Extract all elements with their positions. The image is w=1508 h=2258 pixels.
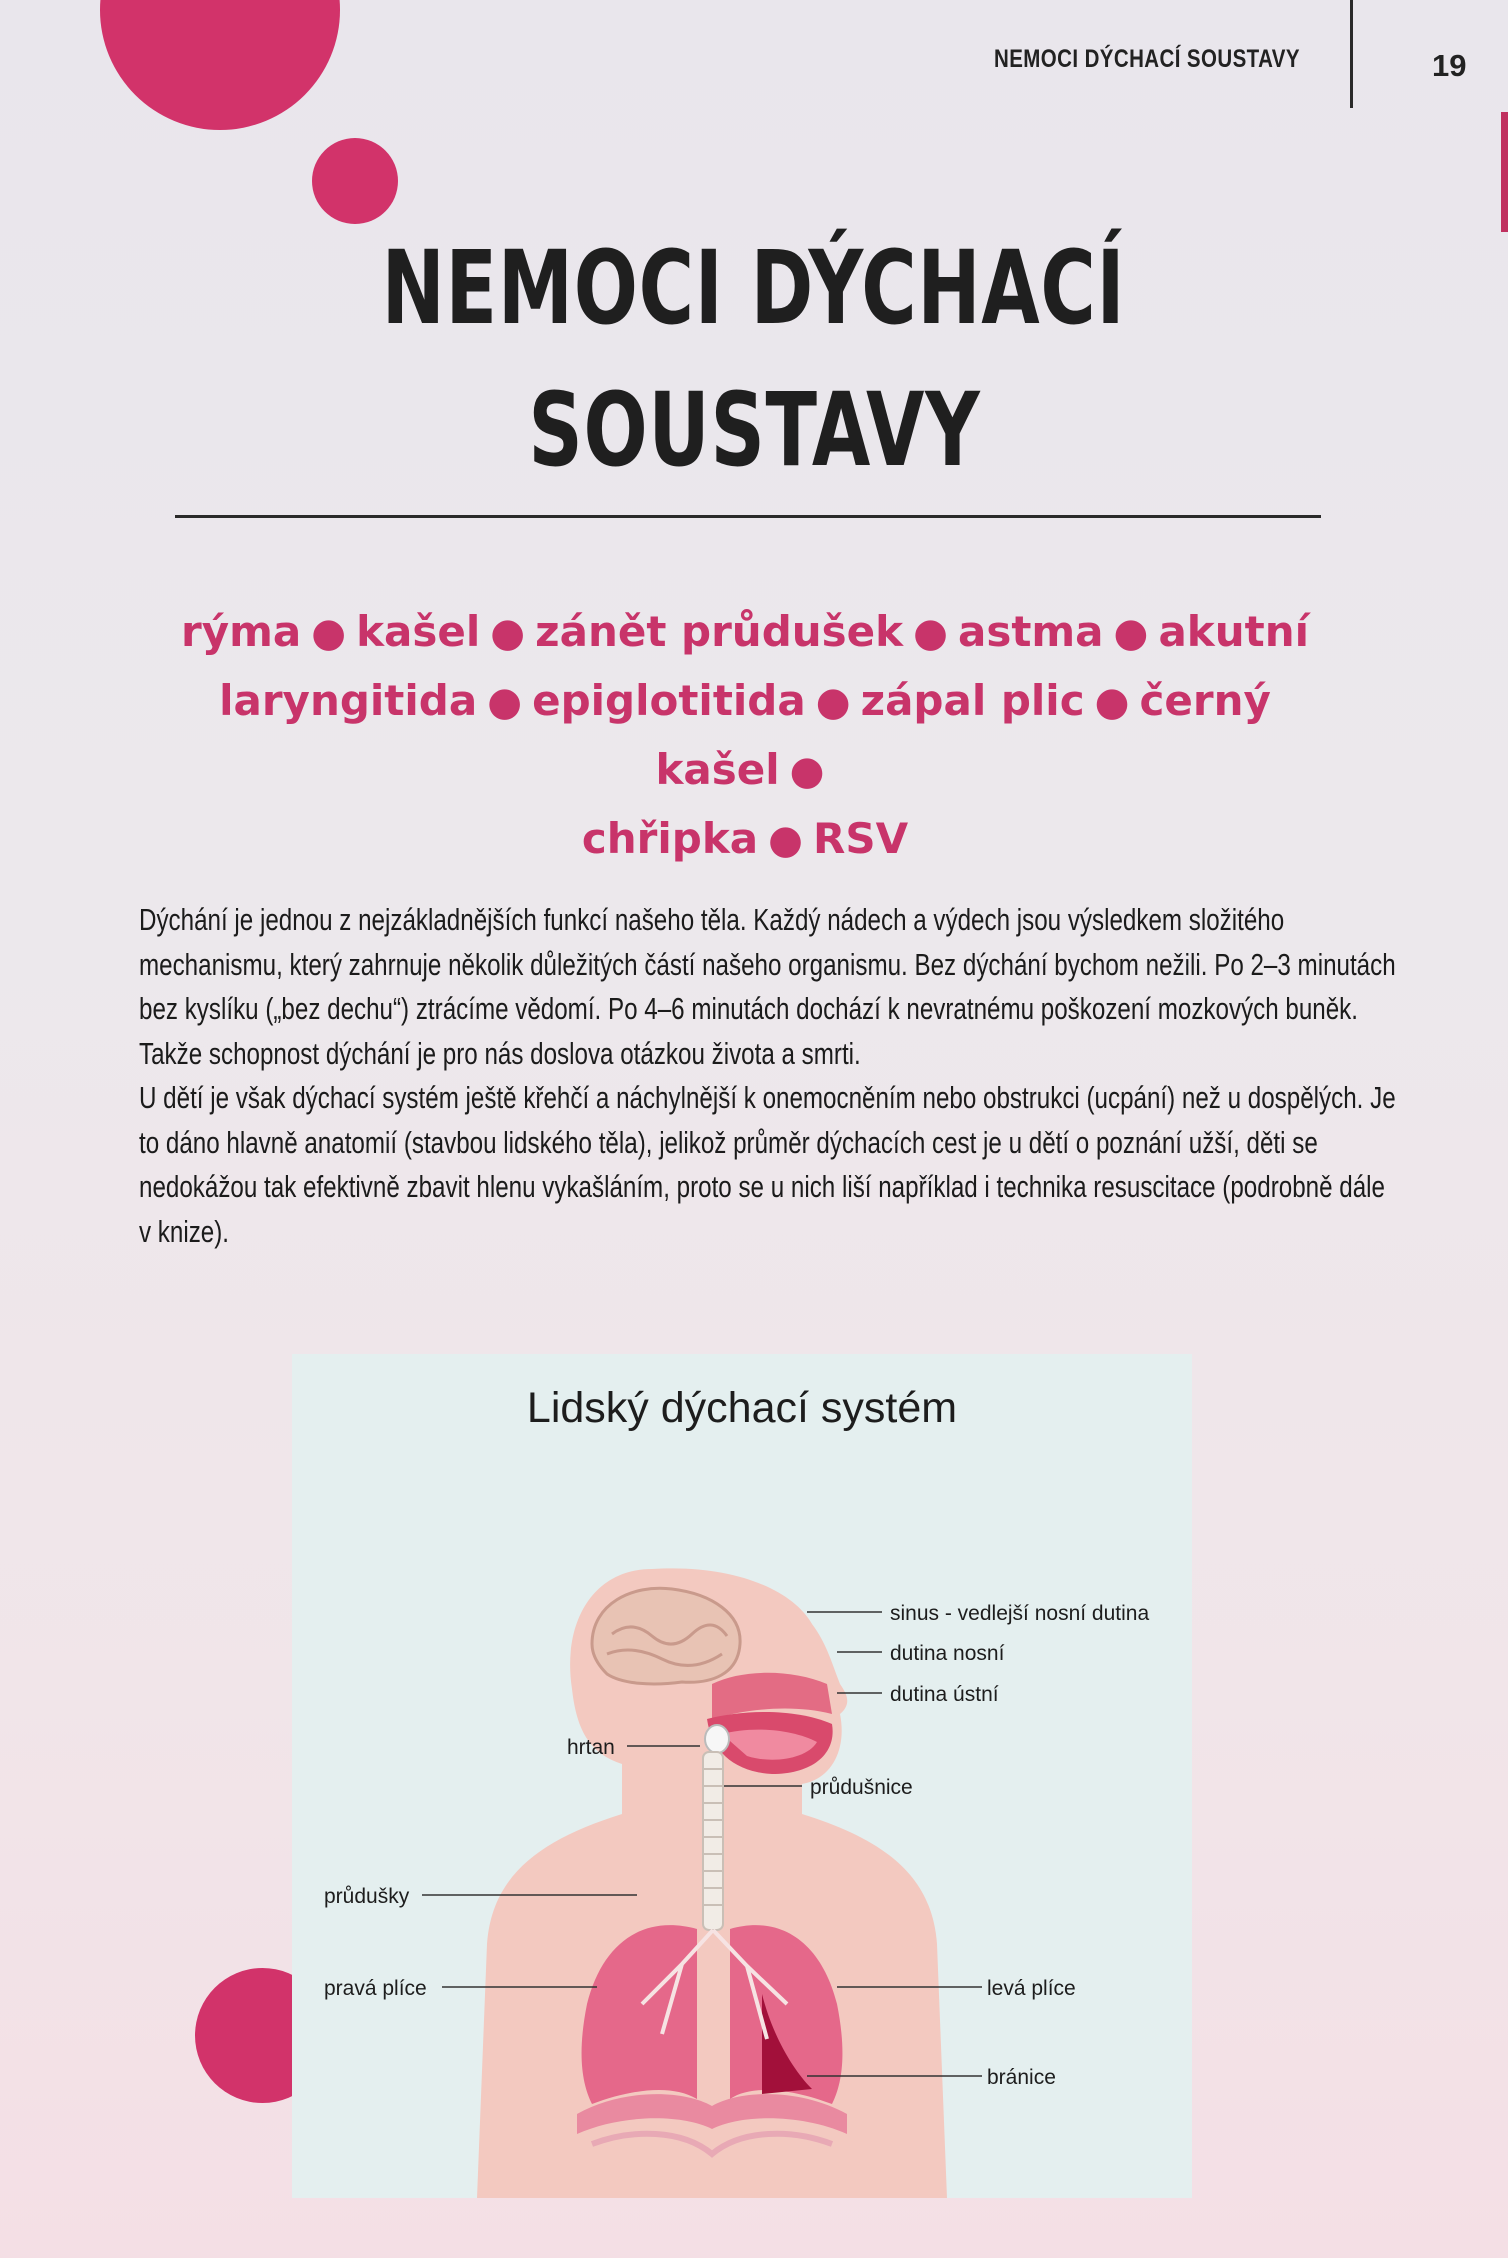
figure-title: Lidský dýchací systém (526, 1384, 958, 1432)
header-divider (1350, 0, 1353, 108)
respiratory-system-figure (292, 1354, 1192, 2198)
keyword-list (140, 598, 1350, 874)
bullet-dot-icon: ● (311, 610, 347, 656)
keyword: kašel (356, 607, 481, 656)
keyword: akutní laryngitida (219, 607, 1309, 725)
keyword: chřipka (581, 814, 759, 863)
decorative-circle-large (100, 0, 340, 130)
page-title-line-2: SOUSTAVY (527, 371, 981, 490)
bullet-dot-icon: ● (815, 679, 851, 725)
trachea (703, 1752, 723, 1930)
bullet-dot-icon: ● (1094, 679, 1130, 725)
larynx (705, 1725, 729, 1753)
keyword: rýma (180, 607, 302, 656)
body-text (139, 898, 1399, 1254)
paragraph: U dětí je však dýchací systém ještě křehčí a náchylnější k onemocněním nebo obstrukci (ucpání) než u dospělých. Je to dáno hlavně anatomií (stavbou lidského těla), jelikož průměr dýchacích cest je u dětí o poznání užší, děti se nedokážou tak efektivně zbavit hlenu vykašláním, proto se u nich liší například i technika resuscitace (podrobně dále v knize). (139, 1080, 1396, 1249)
bullet-dot-icon: ● (490, 610, 526, 656)
paragraph: Dýchání je jednou z nejzákladnějších funkcí našeho těla. Každý nádech a výdech jsou výsledkem složitého mechanismu, který zahrnuje několik důležitých částí našeho organismu. Bez dýchání bychom nežili. Po 2–3 minutách bez kyslíku („bez dechu“) ztrácíme vědomí. Po 4–6 minutách dochází k nevratnému poškození mozkových buněk. Takže schopnost dýchání je pro nás doslova otázkou života a smrti. (139, 902, 1396, 1071)
label-sinus: sinus - vedlejší nosní dutina (890, 1602, 1150, 1625)
page-edge-tab (1501, 112, 1508, 232)
keyword: epiglotitida (532, 676, 806, 725)
respiratory-illustration (292, 1354, 1192, 2198)
label-diaphragm: bránice (987, 2066, 1056, 2089)
page-title (0, 218, 1508, 502)
label-nasal-cavity: dutina nosní (890, 1642, 1005, 1665)
keyword: zánět průdušek (535, 607, 904, 656)
label-right-lung: pravá plíce (324, 1977, 427, 2000)
bullet-dot-icon: ● (487, 679, 523, 725)
page-title-line-1: NEMOCI DÝCHACÍ (382, 229, 1126, 348)
label-oral-cavity: dutina ústní (890, 1683, 999, 1706)
label-left-lung: levá plíce (987, 1977, 1076, 2000)
decorative-circle-small (312, 138, 398, 224)
keyword: černý kašel (655, 676, 1271, 794)
keyword: zápal plic (860, 676, 1085, 725)
brain (592, 1588, 740, 1684)
running-header: NEMOCI DÝCHACÍ SOUSTAVY (994, 45, 1300, 73)
page-number: 19 (1432, 48, 1467, 83)
bullet-dot-icon: ● (789, 748, 825, 794)
bullet-dot-icon: ● (1113, 610, 1149, 656)
keyword: RSV (813, 814, 909, 863)
title-underline (175, 515, 1321, 518)
label-bronchi: průdušky (324, 1885, 410, 1908)
label-trachea: průdušnice (810, 1776, 913, 1799)
bullet-dot-icon: ● (768, 817, 804, 863)
label-larynx: hrtan (567, 1736, 615, 1759)
keyword: astma (958, 607, 1104, 656)
bullet-dot-icon: ● (913, 610, 948, 656)
